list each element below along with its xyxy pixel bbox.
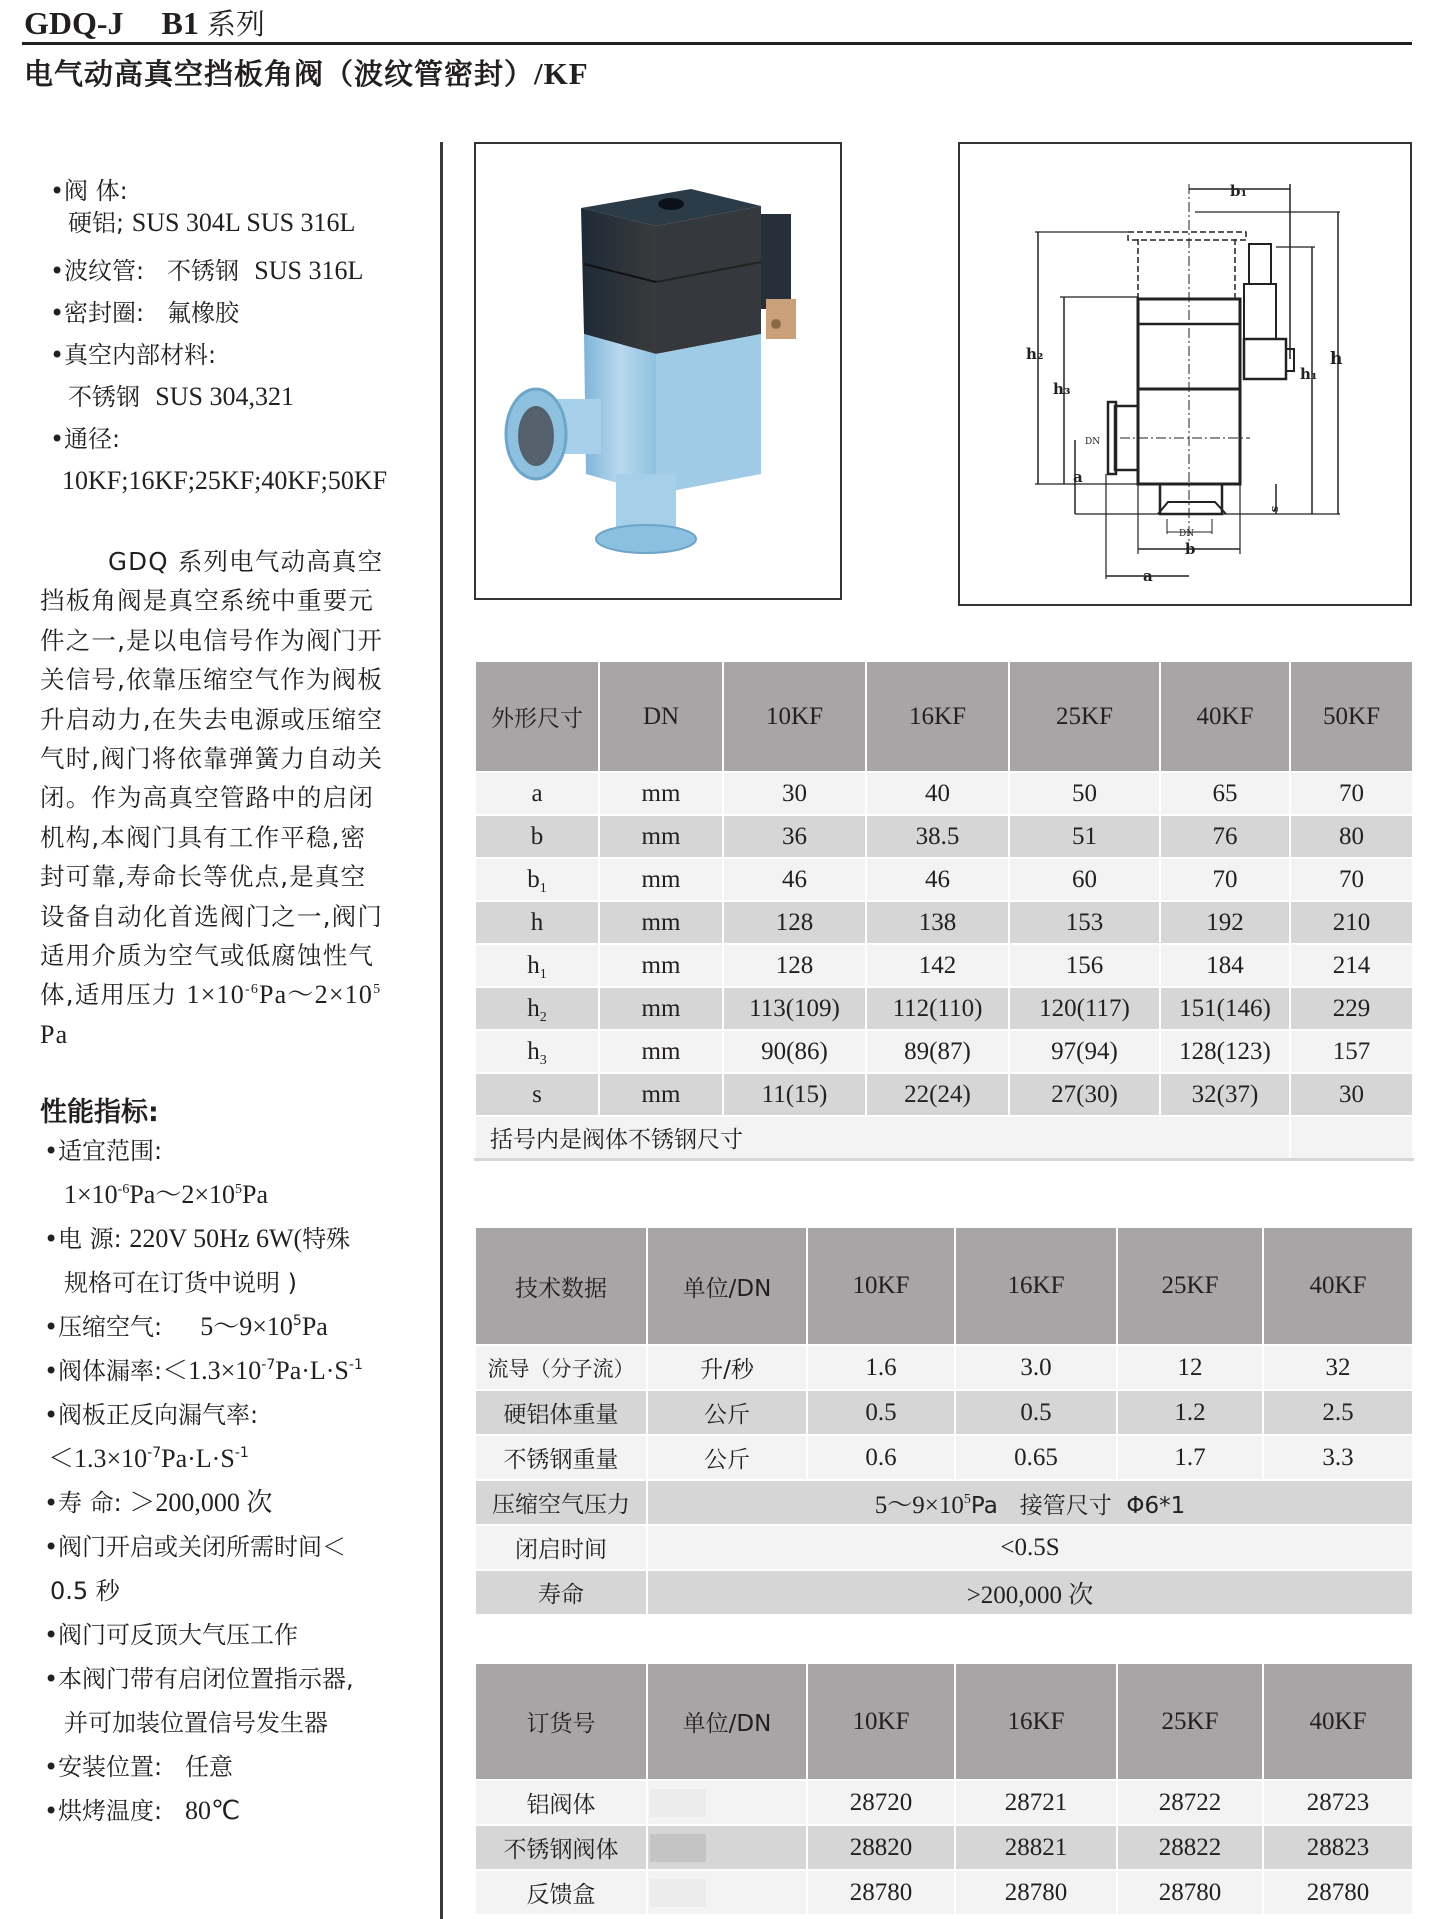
column-header: 10KF [807,1227,955,1345]
dim-subscript: 2 [539,1009,547,1025]
dim-symbol: a [531,779,543,807]
leak-exp: -7 [261,1357,276,1373]
performance-title: 性能指标: [40,1097,159,1128]
dim-value: 40 [866,772,1009,815]
tech-unit: 公斤 [647,1390,807,1435]
perf-time-line1: 阀门开启或关闭所需时间＜ [58,1533,346,1561]
performance-list [44,1130,363,1834]
column-header: 50KF [1290,661,1413,772]
dim-value: 30 [1290,1073,1413,1116]
tech-unit: 升/秒 [647,1345,807,1390]
perf-mount-value: 任意 [184,1753,233,1781]
order-number: 28722 [1117,1780,1263,1825]
material-bore-value [50,460,387,502]
perf-air-exp: 5 [292,1313,302,1329]
bullet-icon: • [44,1401,59,1429]
perf-air [44,1306,363,1350]
tech-value: 0.5 [955,1390,1117,1435]
bullet-icon: • [44,1533,59,1561]
order-name: 不锈钢阀体 [475,1825,647,1870]
table-row [475,1345,1413,1390]
dim-unit: mm [599,858,723,901]
dim-value: 128 [723,944,866,987]
bullet-icon: • [44,1753,59,1781]
tech-value: 32 [1263,1345,1413,1390]
bullet-icon: • [44,1797,59,1825]
table-row [475,815,1413,858]
dim-value: 138 [866,901,1009,944]
dim-subscript: 1 [539,880,547,896]
dim-name [475,901,599,944]
svg-text:h: h [1330,349,1343,369]
series-title [24,2,265,43]
bullet-icon: • [50,299,65,327]
page-subtitle [24,52,589,93]
pressure-a: 1×10 [186,980,245,1010]
table-row [475,944,1413,987]
tech-value: 0.6 [807,1435,955,1480]
order-number: 28780 [955,1870,1117,1915]
swatch [650,1789,706,1817]
tech-value: 12 [1117,1345,1263,1390]
plate-leak-value: ＜1.3×10 [48,1444,148,1473]
tech-name: 闭启时间 [475,1525,647,1570]
description-paragraph [40,542,425,1054]
pressure-a-exp: -6 [244,982,260,998]
leak-unit: Pa·L·S [275,1356,349,1385]
description-pressure-line [40,975,425,1014]
material-bore-value-text: 10KF;16KF;25KF;40KF;50KF [62,466,388,495]
order-number: 28721 [955,1780,1117,1825]
bullet-icon: • [44,1665,59,1693]
tech-name: 不锈钢重量 [475,1435,647,1480]
dim-value: 80 [1290,815,1413,858]
bullet-icon: • [50,341,65,369]
swatch [650,1834,706,1862]
dim-subscript: 1 [539,966,547,982]
air-pressure-b: Pa 接管尺寸 Φ6*1 [970,1492,1186,1519]
material-bellows-value-cn: 不锈钢 [166,257,239,285]
product-photo [474,142,842,600]
perf-life-value: ＞200,000 次 [129,1488,273,1517]
column-header: 25KF [1117,1663,1263,1780]
table-row [475,1570,1413,1615]
dim-value: 46 [866,858,1009,901]
dim-name [475,1073,599,1116]
material-internal-label: 真空内部材料: [64,341,217,369]
perf-plate-leak-label: 阀板正反向漏气率: [58,1401,259,1429]
perf-bake [44,1790,363,1834]
material-seal-label: 密封圈: [64,299,145,327]
column-header: 16KF [866,661,1009,772]
perf-indicator-line1: 本阀门带有启闭位置指示器, [58,1665,354,1693]
material-bellows-label: 波纹管: [64,257,145,285]
footnote-empty-cell [1290,1116,1413,1159]
dim-name [475,858,599,901]
tech-name: 硬铝体重量 [475,1390,647,1435]
tech-name: 寿命 [475,1570,647,1615]
dim-unit: mm [599,772,723,815]
perf-air-value: 5～9×10 [200,1312,293,1341]
material-seal-value: 氟橡胶 [166,299,239,327]
dim-value: 156 [1009,944,1160,987]
svg-text:a: a [1143,567,1153,585]
range-b-exp: 5 [235,1182,243,1197]
material-internal-value [50,376,387,418]
description-line: 设备自动化首选阀门之一,阀门 [40,901,384,931]
column-header: 技术数据 [475,1227,647,1345]
description-line: 关信号,依靠压缩空气作为阀板 [40,665,384,695]
perf-life [44,1482,363,1526]
dim-name [475,815,599,858]
dim-value: 90(86) [723,1030,866,1073]
dim-value: 210 [1290,901,1413,944]
dim-value: 50 [1009,772,1160,815]
dim-value: 70 [1290,858,1413,901]
order-name: 反馈盒 [475,1870,647,1915]
life-value: >200,000 次 [647,1570,1413,1615]
dim-value: 192 [1160,901,1290,944]
material-body-label: 阀 体: [64,177,128,205]
perf-indicator-line2: 并可加装位置信号发生器 [64,1709,328,1737]
svg-text:b₁: b₁ [1230,182,1248,200]
perf-power-label: 电 源: [58,1225,122,1253]
column-header: DN [599,661,723,772]
column-header: 单位/DN [647,1227,807,1345]
column-header: 订货号 [475,1663,647,1780]
dim-value: 151(146) [1160,987,1290,1030]
material-body [50,176,387,206]
table-row [475,1435,1413,1480]
bullet-icon: • [44,1313,59,1341]
air-pressure-exp: 5 [963,1491,971,1507]
material-bellows-value: SUS 316L [254,256,364,285]
material-internal [50,334,387,376]
unit-cell [647,1825,807,1870]
svg-text:DN: DN [1085,437,1101,447]
table-row [475,987,1413,1030]
table-row [475,1480,1413,1525]
perf-body-leak-label: 阀体漏率: [58,1357,163,1385]
perf-indicator [44,1658,363,1702]
perf-air-unit: Pa [301,1312,328,1341]
description-line: GDQ 系列电气动高真空 [108,547,384,576]
dim-value: 157 [1290,1030,1413,1073]
material-internal-value-cn: 不锈钢 [68,383,140,411]
subtitle-suffix: /KF [534,56,589,91]
tech-value: 1.2 [1117,1390,1263,1435]
order-number: 28780 [1263,1870,1413,1915]
table-row [475,1525,1413,1570]
column-header: 10KF [807,1663,955,1780]
range-mid: Pa～2×10 [129,1180,236,1209]
dim-value: 184 [1160,944,1290,987]
dim-value: 36 [723,815,866,858]
dim-symbol: h [527,951,540,979]
dim-subscript: 3 [539,1052,547,1068]
description-line: 件之一,是以电信号作为阀门开 [40,625,384,655]
perf-power-note2: 规格可在订货中说明 ) [64,1269,297,1297]
description-line: 适用介质为空气或低腐蚀性气 [40,941,375,971]
column-header: 40KF [1160,661,1290,772]
bullet-icon: • [44,1489,59,1517]
air-pressure-a: 5～9×10 [874,1491,964,1519]
material-body-value-cn: 硬铝; [68,209,125,237]
perf-power [44,1218,363,1262]
dim-value: 27(30) [1009,1073,1160,1116]
leak-unit-exp: -1 [348,1357,363,1373]
perf-air-label: 压缩空气: [58,1313,163,1341]
perf-power-value: 220V 50Hz 6W( [129,1224,303,1253]
material-body-value [50,206,387,240]
dim-unit: mm [599,944,723,987]
dim-value: 214 [1290,944,1413,987]
order-number: 28820 [807,1825,955,1870]
pressure-mid: Pa～2×10 [259,980,374,1010]
dim-symbol: b [530,822,544,850]
footnote: 括号内是阀体不锈钢尺寸 [475,1116,1290,1159]
description-line: 挡板角阀是真空系统中重要元 [40,586,375,616]
dim-value: 113(109) [723,987,866,1030]
range-a-exp: -6 [117,1182,130,1197]
column-divider [440,142,443,1919]
tech-data-table [474,1226,1414,1616]
tech-value: 1.6 [807,1345,955,1390]
air-pressure-value [647,1480,1413,1525]
dim-value: 142 [866,944,1009,987]
dim-symbol: s [532,1080,542,1108]
dim-name [475,772,599,815]
dim-value: 120(117) [1009,987,1160,1030]
tech-value: 2.5 [1263,1390,1413,1435]
svg-text:b: b [1185,540,1196,558]
perf-mount [44,1746,363,1790]
dim-value: 51 [1009,815,1160,858]
range-a: 1×10 [64,1180,118,1209]
dim-value: 70 [1290,772,1413,815]
dim-symbol: h [530,908,544,936]
svg-text:h₃: h₃ [1053,380,1071,398]
dim-value: 60 [1009,858,1160,901]
tech-value: 1.7 [1117,1435,1263,1480]
range-unit: Pa [242,1180,269,1209]
perf-plate-leak-value [44,1438,363,1482]
subtitle-text: 电气动高真空挡板角阀（波纹管密封） [24,57,535,91]
switch-time-value: <0.5S [647,1525,1413,1570]
pressure-b-exp: 5 [373,982,382,998]
pressure-prefix: 体,适用压力 [40,980,187,1010]
table-row [475,1825,1413,1870]
svg-text:h₁: h₁ [1300,365,1318,383]
dim-value: 112(110) [866,987,1009,1030]
title-rule [22,42,1412,45]
order-number: 28780 [1117,1870,1263,1915]
table-header-row [475,661,1413,772]
dim-value: 76 [1160,815,1290,858]
series-sub: B1 [161,5,199,41]
table-row [475,1030,1413,1073]
table-row [475,858,1413,901]
table-row [475,1073,1413,1116]
order-name: 铝阀体 [475,1780,647,1825]
swatch [650,1879,706,1907]
tech-unit: 公斤 [647,1435,807,1480]
description-line: 闭。作为高真空管路中的启闭 [40,783,375,813]
description-line: 机构,本阀门具有工作平稳,密 [40,822,367,852]
dim-unit: mm [599,1073,723,1116]
dim-name [475,944,599,987]
order-number: 28822 [1117,1825,1263,1870]
perf-body-leak [44,1350,363,1394]
table-header-row [475,1663,1413,1780]
perf-range-value [44,1174,363,1218]
order-number: 28780 [807,1870,955,1915]
dim-value: 11(15) [723,1073,866,1116]
tech-name: 流导（分子流） [475,1345,647,1390]
dim-value: 128(123) [1160,1030,1290,1073]
column-header: 25KF [1009,661,1160,772]
tech-name: 压缩空气压力 [475,1480,647,1525]
valve-drawing-icon [960,144,1410,604]
perf-life-label: 寿 命: [58,1489,122,1517]
dim-value: 22(24) [866,1073,1009,1116]
table-row [475,1870,1413,1915]
column-header: 40KF [1263,1227,1413,1345]
tech-value: 3.0 [955,1345,1117,1390]
plate-leak-exp: -7 [147,1445,162,1461]
dim-value: 153 [1009,901,1160,944]
perf-plate-leak [44,1394,363,1438]
dim-name [475,987,599,1030]
svg-text:h₂: h₂ [1026,345,1044,363]
table-row [475,1780,1413,1825]
column-header: 10KF [723,661,866,772]
dim-unit: mm [599,1030,723,1073]
material-body-value-en: SUS 304L SUS 316L [131,208,356,237]
perf-mount-label: 安装位置: [58,1753,163,1781]
dim-value: 32(37) [1160,1073,1290,1116]
column-header: 单位/DN [647,1663,807,1780]
perf-body-leak-value: ＜1.3×10 [162,1356,262,1385]
plate-leak-unit: Pa·L·S [161,1444,235,1473]
svg-text:DN: DN [1179,529,1195,539]
tech-value: 0.5 [807,1390,955,1435]
dim-value: 30 [723,772,866,815]
table-header-row [475,1227,1413,1345]
materials-list [50,176,387,502]
material-bellows [50,250,387,292]
bullet-icon: • [50,425,65,453]
dimension-drawing [958,142,1412,606]
footnote-row [475,1116,1413,1159]
description-line: 升启动力,在失去电源或压缩空 [40,704,384,734]
tech-value: 0.65 [955,1435,1117,1480]
table-row [475,901,1413,944]
unit-cell [647,1870,807,1915]
column-header: 16KF [955,1663,1117,1780]
perf-bake-value: 80℃ [184,1796,241,1825]
plate-leak-unit-exp: -1 [234,1445,249,1461]
dim-symbol: b [527,865,540,893]
column-header: 16KF [955,1227,1117,1345]
dim-unit: mm [599,987,723,1030]
table-row [475,772,1413,815]
material-internal-value-en: SUS 304,321 [155,382,294,411]
column-header: 25KF [1117,1227,1263,1345]
dim-value: 70 [1160,858,1290,901]
dim-value: 229 [1290,987,1413,1030]
description-line: 封可靠,寿命长等优点,是真空 [40,862,367,892]
perf-atm [44,1614,363,1658]
material-bore [50,418,387,460]
column-header: 外形尺寸 [475,661,599,772]
perf-time [44,1526,363,1570]
order-number: 28821 [955,1825,1117,1870]
dim-value: 38.5 [866,815,1009,858]
dim-value: 46 [723,858,866,901]
series-code: GDQ-J [24,5,124,41]
material-bore-label: 通径: [64,425,121,453]
bullet-icon: • [44,1621,59,1649]
dim-value: 65 [1160,772,1290,815]
bullet-icon: • [44,1137,59,1165]
pressure-unit: Pa [40,1019,69,1049]
valve-photo-icon [476,144,840,598]
bullet-icon: • [50,257,65,285]
perf-atm-text: 阀门可反顶大气压工作 [58,1621,298,1649]
dim-name [475,1030,599,1073]
series-label: 系列 [206,7,265,41]
unit-cell [647,1780,807,1825]
material-seal [50,292,387,334]
dim-symbol: h [527,994,540,1022]
dimensions-table [474,660,1414,1161]
bullet-icon: • [44,1225,59,1253]
bullet-icon: • [44,1357,59,1385]
perf-range [44,1130,363,1174]
dim-value: 89(87) [866,1030,1009,1073]
order-number: 28720 [807,1780,955,1825]
perf-time-line2: 0.5 秒 [50,1577,120,1605]
svg-text:s: s [1269,506,1282,513]
perf-power-note: 特殊 [302,1225,351,1253]
order-number: 28723 [1263,1780,1413,1825]
perf-range-label: 适宜范围: [58,1137,163,1165]
dim-symbol: h [527,1037,540,1065]
bullet-icon: • [50,177,65,205]
tech-value: 3.3 [1263,1435,1413,1480]
dim-value: 128 [723,901,866,944]
order-number: 28823 [1263,1825,1413,1870]
dim-value: 97(94) [1009,1030,1160,1073]
perf-bake-label: 烘烤温度: [58,1797,163,1825]
dim-unit: mm [599,815,723,858]
description-line: 气时,阀门将依靠弹簧力自动关 [40,744,384,774]
dim-unit: mm [599,901,723,944]
pressure-range [186,980,381,1009]
table-row [475,1390,1413,1435]
svg-text:a: a [1073,468,1083,486]
column-header: 40KF [1263,1663,1413,1780]
order-table [474,1662,1414,1916]
